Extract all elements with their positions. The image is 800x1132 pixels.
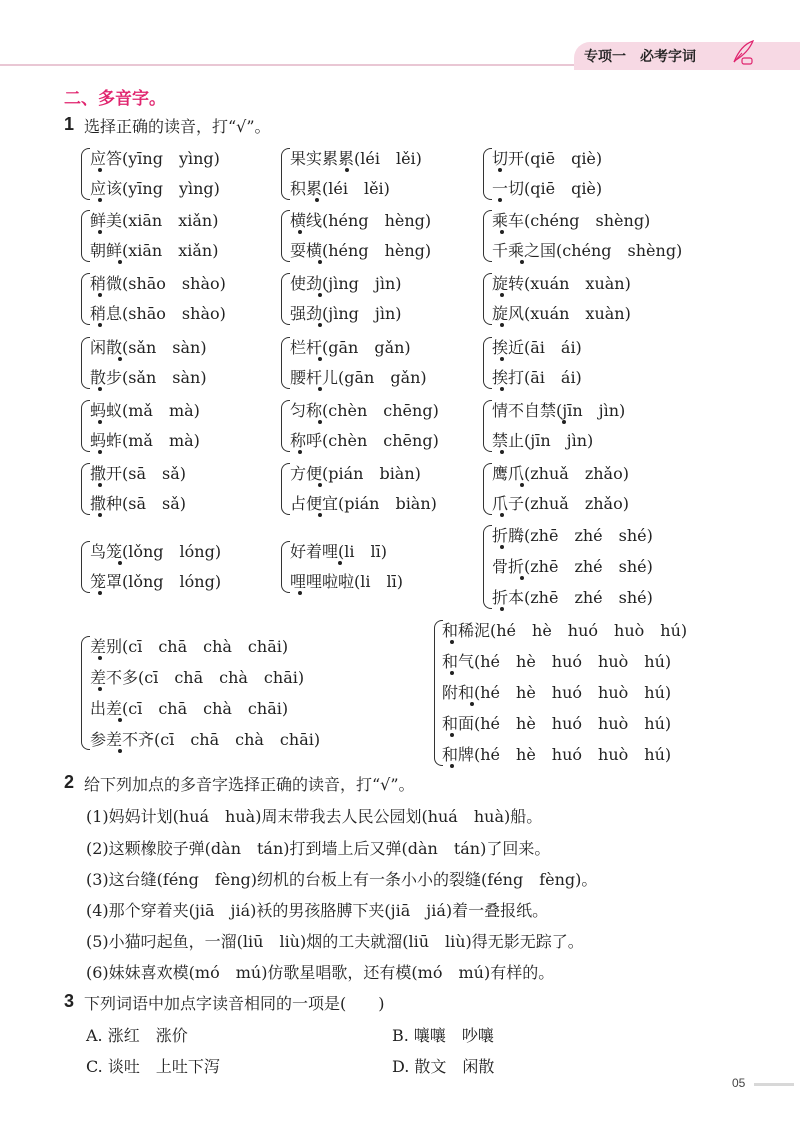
question-number: 1 — [64, 114, 75, 134]
question-number: 2 — [64, 772, 75, 792]
emphasis-dot — [98, 450, 102, 454]
emphasis-dot — [318, 323, 322, 327]
feather-pen-icon — [728, 38, 756, 66]
word-item: 哩哩啦啦(li lī) — [290, 572, 403, 591]
word-item: 骨折(zhē zhé shé) — [492, 557, 653, 576]
emphasis-dot — [98, 656, 102, 660]
brace — [483, 525, 492, 609]
brace — [483, 463, 492, 515]
brace — [81, 273, 90, 325]
emphasis-dot — [98, 513, 102, 517]
emphasis-dot — [98, 323, 102, 327]
sentence-item: (5)小猫叼起鱼，一溜(liū liù)烟的工夫就溜(liū liù)得无影无踪了。 — [86, 932, 584, 951]
brace — [281, 210, 290, 262]
question-number: 3 — [64, 991, 75, 1011]
page-number: 05 — [732, 1076, 746, 1090]
word-item: 果实累累(léi lěi) — [290, 149, 422, 168]
word-item: 和牌(hé hè huó huò hú) — [442, 745, 672, 764]
emphasis-dot — [318, 420, 322, 424]
word-item: 栏杆(gān gǎn) — [290, 338, 411, 357]
word-item: 占便宜(pián biàn) — [290, 494, 437, 513]
brace — [81, 463, 90, 515]
emphasis-dot — [298, 450, 302, 454]
emphasis-dot — [470, 702, 474, 706]
brace — [81, 400, 90, 452]
word-item: 千乘之国(chéng shèng) — [492, 241, 683, 260]
emphasis-dot — [345, 168, 349, 172]
word-item: 蚂蚁(mǎ mà) — [90, 401, 200, 420]
emphasis-dot — [498, 198, 502, 202]
word-item: 附和(hé hè huó huò hú) — [442, 683, 672, 702]
word-item: 蚂蚱(mǎ mà) — [90, 431, 200, 450]
word-item: 称呼(chèn chēng) — [290, 431, 439, 450]
word-item: 乘车(chéng shèng) — [492, 211, 651, 230]
word-item: 挨近(āi ái) — [492, 338, 582, 357]
emphasis-dot — [450, 733, 454, 737]
question-text: 给下列加点的多音字选择正确的读音，打“√”。 — [84, 775, 415, 794]
word-item: 情不自禁(jīn jìn) — [492, 401, 626, 420]
emphasis-dot — [118, 357, 122, 361]
emphasis-dot — [98, 387, 102, 391]
word-item: 积累(léi lěi) — [290, 179, 390, 198]
brace — [81, 636, 90, 750]
brace — [81, 541, 90, 593]
word-item: 笼罩(lǒng lóng) — [90, 572, 222, 591]
word-item: 方便(pián biàn) — [290, 464, 421, 483]
sentence-item: (2)这颗橡胶子弹(dàn tán)打到墙上后又弹(dàn tán)了回来。 — [86, 839, 551, 858]
emphasis-dot — [450, 671, 454, 675]
emphasis-dot — [520, 483, 524, 487]
section-title: 二、多音字。 — [64, 89, 166, 109]
sentence-item: (1)妈妈计划(huá huà)周末带我去人民公园划(huá huà)船。 — [86, 807, 543, 826]
emphasis-dot — [98, 483, 102, 487]
emphasis-dot — [118, 718, 122, 722]
emphasis-dot — [450, 640, 454, 644]
emphasis-dot — [450, 764, 454, 768]
emphasis-dot — [315, 198, 319, 202]
word-item: 参差不齐(cī chā chà chāi) — [90, 730, 321, 749]
emphasis-dot — [500, 293, 504, 297]
emphasis-dot — [500, 323, 504, 327]
word-item: 横线(héng hèng) — [290, 211, 432, 230]
word-item: 应答(yīng yìng) — [90, 149, 220, 168]
word-item: 挨打(āi ái) — [492, 368, 582, 387]
word-item: 散步(sǎn sàn) — [90, 368, 207, 387]
option-b: B. 嚷嚷 吵嚷 — [392, 1026, 494, 1045]
word-item: 强劲(jìng jìn) — [290, 304, 402, 323]
word-item: 闲散(sǎn sàn) — [90, 338, 207, 357]
emphasis-dot — [500, 545, 504, 549]
word-item: 稍微(shāo shào) — [90, 274, 226, 293]
emphasis-dot — [500, 513, 504, 517]
option-c: C. 谈吐 上吐下泻 — [86, 1057, 220, 1076]
option-a: A. 涨红 涨价 — [86, 1026, 188, 1045]
emphasis-dot — [98, 293, 102, 297]
emphasis-dot — [500, 387, 504, 391]
header-title: 专项一 必考字词 — [584, 49, 696, 65]
emphasis-dot — [318, 513, 322, 517]
word-item: 和稀泥(hé hè huó huò hú) — [442, 621, 688, 640]
emphasis-dot — [98, 198, 102, 202]
word-item: 出差(cī chā chà chāi) — [90, 699, 289, 718]
emphasis-dot — [98, 687, 102, 691]
word-item: 鸟笼(lǒng lóng) — [90, 542, 222, 561]
brace — [281, 273, 290, 325]
word-item: 禁止(jīn jìn) — [492, 431, 594, 450]
question-text: 选择正确的读音，打“√”。 — [84, 117, 271, 136]
emphasis-dot — [562, 420, 566, 424]
word-item: 耍横(héng hèng) — [290, 241, 432, 260]
footer-rule — [754, 1083, 794, 1086]
emphasis-dot — [98, 168, 102, 172]
brace — [81, 337, 90, 389]
brace — [281, 337, 290, 389]
option-d: D. 散文 闲散 — [392, 1057, 495, 1076]
word-item: 朝鲜(xiān xiǎn) — [90, 241, 219, 260]
word-item: 差别(cī chā chà chāi) — [90, 637, 289, 656]
brace — [281, 148, 290, 200]
word-item: 稍息(shāo shào) — [90, 304, 226, 323]
word-item: 旋风(xuán xuàn) — [492, 304, 631, 323]
word-item: 使劲(jìng jìn) — [290, 274, 402, 293]
sentence-item: (6)妹妹喜欢模(mó mú)仿歌星唱歌，还有模(mó mú)有样的。 — [86, 963, 555, 982]
emphasis-dot — [118, 561, 122, 565]
emphasis-dot — [318, 483, 322, 487]
word-item: 和气(hé hè huó huò hú) — [442, 652, 672, 671]
word-item: 好着哩(li lī) — [290, 542, 387, 561]
emphasis-dot — [98, 420, 102, 424]
brace — [483, 148, 492, 200]
emphasis-dot — [520, 576, 524, 580]
emphasis-dot — [118, 260, 122, 264]
word-item: 鲜美(xiān xiǎn) — [90, 211, 219, 230]
brace — [483, 400, 492, 452]
word-item: 折本(zhē zhé shé) — [492, 588, 653, 607]
word-item: 差不多(cī chā chà chāi) — [90, 668, 305, 687]
emphasis-dot — [500, 450, 504, 454]
emphasis-dot — [500, 230, 504, 234]
brace — [281, 463, 290, 515]
emphasis-dot — [318, 357, 322, 361]
emphasis-dot — [118, 749, 122, 753]
question-text: 下列词语中加点字读音相同的一项是( ) — [84, 994, 385, 1013]
brace — [281, 541, 290, 593]
word-item: 撒种(sā sǎ) — [90, 494, 186, 513]
brace — [81, 148, 90, 200]
word-item: 匀称(chèn chēng) — [290, 401, 439, 420]
word-item: 折腾(zhē zhé shé) — [492, 526, 653, 545]
brace — [281, 400, 290, 452]
word-item: 旋转(xuán xuàn) — [492, 274, 631, 293]
word-item: 鹰爪(zhuǎ zhǎo) — [492, 464, 629, 483]
brace — [483, 337, 492, 389]
brace — [483, 273, 492, 325]
sentence-item: (4)那个穿着夹(jiā jiá)袄的男孩胳膊下夹(jiā jiá)着一叠报纸。 — [86, 901, 549, 920]
emphasis-dot — [98, 230, 102, 234]
word-item: 爪子(zhuǎ zhǎo) — [492, 494, 629, 513]
emphasis-dot — [500, 607, 504, 611]
emphasis-dot — [338, 561, 342, 565]
emphasis-dot — [318, 387, 322, 391]
word-item: 一切(qiē qiè) — [492, 179, 603, 198]
emphasis-dot — [318, 293, 322, 297]
emphasis-dot — [98, 591, 102, 595]
word-item: 应该(yīng yìng) — [90, 179, 220, 198]
sentence-item: (3)这台缝(féng fèng)纫机的台板上有一条小小的裂缝(féng fèng)。 — [86, 870, 598, 889]
emphasis-dot — [298, 230, 302, 234]
emphasis-dot — [298, 591, 302, 595]
emphasis-dot — [498, 168, 502, 172]
emphasis-dot — [520, 260, 524, 264]
word-item: 和面(hé hè huó huò hú) — [442, 714, 672, 733]
word-item: 撒开(sā sǎ) — [90, 464, 186, 483]
emphasis-dot — [318, 260, 322, 264]
brace — [483, 210, 492, 262]
word-item: 腰杆儿(gān gǎn) — [290, 368, 427, 387]
word-item: 切开(qiē qiè) — [492, 149, 603, 168]
brace — [81, 210, 90, 262]
emphasis-dot — [500, 357, 504, 361]
